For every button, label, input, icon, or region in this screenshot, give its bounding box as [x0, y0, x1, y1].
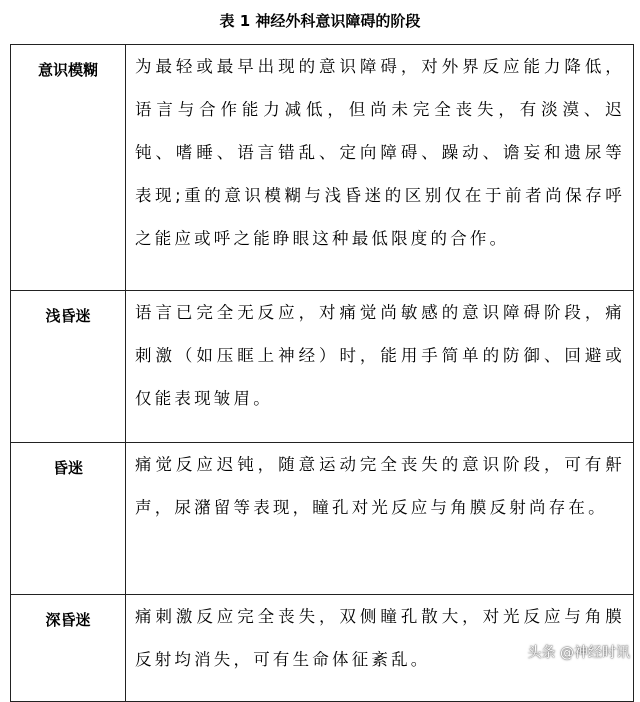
- stage-name-cell: 浅昏迷: [11, 291, 126, 443]
- table-row: [11, 45, 634, 291]
- stage-name-cell: 深昏迷: [11, 595, 126, 702]
- stage-name-cell: 意识模糊: [11, 45, 126, 291]
- stage-description-cell: 痛觉反应迟钝，随意运动完全丧失的意识阶段，可有鼾声，尿潴留等表现，瞳孔对光反应与角膜反射尚存在。: [126, 443, 634, 595]
- stage-description-cell: 语言已完全无反应，对痛觉尚敏感的意识障碍阶段，痛刺激（如压眶上神经）时，能用手简单的防御、回避或仅能表现皱眉。: [126, 291, 634, 443]
- stage-description-cell: 为最轻或最早出现的意识障碍，对外界反应能力降低，语言与合作能力减低，但尚未完全丧失，有淡漠、迟钝、嗜睡、语言错乱、定向障碍、躁动、谵妄和遗尿等表现;重的意识模糊与浅昏迷的区别仅在于前者尚保存呼之能应或呼之能睁眼这种最低限度的合作。: [126, 45, 634, 291]
- stage-name-cell: 昏迷: [11, 443, 126, 595]
- stage-description-cell: 痛刺激反应完全丧失，双侧瞳孔散大，对光反应与角膜反射均消失，可有生命体征紊乱。: [126, 595, 634, 702]
- table-row: [11, 291, 634, 443]
- table-row: [11, 443, 634, 595]
- table-caption: 表 1 神经外科意识障碍的阶段: [219, 12, 421, 30]
- watermark: 头条 @神经时讯: [527, 645, 630, 661]
- consciousness-stages-table: [10, 44, 634, 702]
